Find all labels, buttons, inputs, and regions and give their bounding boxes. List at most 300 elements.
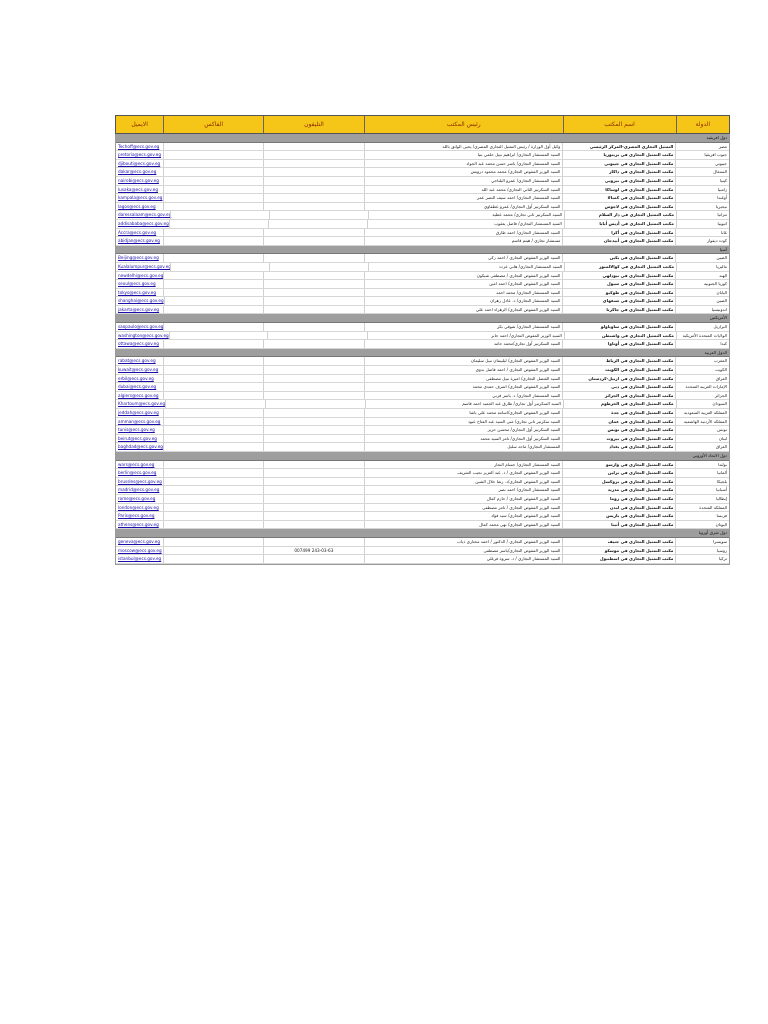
header-office-name: اسم المكتب xyxy=(563,116,676,133)
country-cell: بلجيكا xyxy=(675,478,729,486)
region-header: الأمريكتين xyxy=(116,314,729,323)
office-head-cell: السيد الوزير المفوض التجاري / الدكتور / احمد مختاري ذياب xyxy=(364,538,563,546)
table-row xyxy=(116,383,729,392)
fax-cell xyxy=(163,409,263,417)
office-head-cell: السيد الوزير المفوض التجاري/د. رشا جلال الشين xyxy=(364,478,563,486)
country-cell: روسيا xyxy=(675,547,729,555)
office-head-cell: السيد المستشار التجاري/ حسام النجار xyxy=(364,461,563,469)
table-row xyxy=(116,143,729,152)
office-name-cell: مكتب التمثيل التجاري في بروكسل xyxy=(562,478,675,486)
email-link[interactable]: baghdad@ecs.gov.eg xyxy=(118,444,163,450)
email-link[interactable]: ottawa@ecs.gov.eg xyxy=(118,341,159,347)
office-name-cell: مكتب التمثيل التجاري في بريتوريا xyxy=(562,151,675,159)
table-row xyxy=(116,478,729,487)
fax-cell xyxy=(163,486,263,494)
office-name-cell: مكتب التمثيل التجاري في جيبوتي xyxy=(562,160,675,168)
office-head-cell: السيد الوزير المفوض التجاري/ الزهراء احمد علي xyxy=(364,306,563,314)
telephone-cell xyxy=(263,392,364,400)
country-cell: العراق xyxy=(675,375,729,383)
table-row xyxy=(116,400,729,409)
table-row xyxy=(116,297,729,306)
table-row xyxy=(116,392,729,401)
table-row xyxy=(116,237,729,246)
office-name-cell: مكتب التمثيل التجاري في لاجوس xyxy=(562,203,675,211)
table-row xyxy=(116,443,729,452)
office-head-cell: السيد المستشار التجاري/ عمرو البلتاجي xyxy=(364,177,563,185)
email-link[interactable]: Kualalumpur@ecs.gov.eg xyxy=(118,263,171,269)
country-cell: الكويت xyxy=(675,366,729,374)
email-link[interactable]: tokyo@ecs.gov.eg xyxy=(118,289,157,295)
country-cell: أسبانيا xyxy=(675,486,729,494)
fax-cell xyxy=(163,229,263,237)
table-row xyxy=(116,357,729,366)
office-name-cell: مكتب التمثيل التجاري في موسكو xyxy=(562,547,675,555)
email-link[interactable]: Beijing@ecs.gov.eg xyxy=(118,255,159,261)
email-link[interactable]: lusaka@ecs.gov.eg xyxy=(118,186,158,192)
telephone-cell xyxy=(265,400,365,408)
email-link[interactable]: amman@ecs.gov.eg xyxy=(118,418,161,424)
fax-cell xyxy=(163,443,263,451)
table-row xyxy=(116,495,729,504)
email-link[interactable]: berlin@ecs.gov.eg xyxy=(118,470,157,476)
email-link[interactable]: kuwait@ecs.gov.eg xyxy=(118,367,159,373)
office-name-cell: مكتب التمثيل التجاري في طوكيو xyxy=(562,289,675,297)
email-link[interactable]: kampala@ecs.gov.eg xyxy=(118,195,163,201)
email-link[interactable]: Accra@ecs.gov.eg xyxy=(118,229,157,235)
email-link[interactable]: Khartoum@ecs.gov.eg xyxy=(118,401,166,407)
office-head-cell: السيد المستشار التجاري/ هاني عزت xyxy=(368,263,564,271)
email-link[interactable]: geneva@ecs.gov.eg xyxy=(118,538,161,544)
table-header xyxy=(115,115,730,134)
email-link[interactable]: daressalaam@ecs.gov.eg xyxy=(118,212,172,218)
fax-cell xyxy=(163,254,263,262)
email-link[interactable]: pretoria@ecs.gov.eg xyxy=(118,152,162,158)
fax-cell xyxy=(163,538,263,546)
office-head-cell: السيد السكرتير أول التجاري/ عمرو عطفاوي xyxy=(364,203,563,211)
telephone-cell xyxy=(263,289,364,297)
office-head-cell: مستشار تجاري / هيثم قاسم xyxy=(364,237,563,245)
fax-cell xyxy=(170,211,269,219)
email-link[interactable]: Techoff@ecs.gov.eg xyxy=(118,143,160,149)
office-name-cell: مكتب التمثيل التجاري في نيروبي xyxy=(562,177,675,185)
email-link[interactable]: london@ecs.gov.eg xyxy=(118,504,159,510)
fax-cell xyxy=(163,418,263,426)
office-name-cell: مكتب التمثيل التجاري في الخرطوم xyxy=(563,400,676,408)
country-cell: الصين xyxy=(675,297,729,305)
email-link[interactable]: jakarta@ecs.gov.eg xyxy=(118,306,160,312)
telephone-cell xyxy=(263,306,364,314)
office-head-cell: السيد الوزير المفوض التجاري / د. عبد العزيز نجيب الشريف xyxy=(364,469,563,477)
country-cell: نيجيريا xyxy=(675,203,729,211)
table-row xyxy=(116,521,729,530)
email-link[interactable]: djibouti@ecs.gov.eg xyxy=(118,160,161,166)
fax-cell xyxy=(163,521,263,529)
office-name-cell: مكتب التمثيل التجاري في بغداد xyxy=(562,443,675,451)
office-head-cell: السيد الوزير المفوض التجاري/ اشرف حمدي محمد xyxy=(364,383,563,391)
country-cell: تركيا xyxy=(675,555,729,563)
office-name-cell: مكتب التمثيل التجاري في برلين xyxy=(562,469,675,477)
header-fax: الفاكس xyxy=(163,116,263,133)
telephone-cell xyxy=(263,478,364,486)
country-cell: مصر xyxy=(675,143,729,151)
office-head-cell: السيد السكرتير أول التجاري/ تامر السيد محمد xyxy=(364,435,563,443)
telephone-cell xyxy=(263,357,364,365)
fax-cell xyxy=(169,332,268,340)
office-name-cell: مكتب التمثيل التجاري في اربيل-كردستان xyxy=(562,375,675,383)
country-cell: السودان xyxy=(676,400,730,408)
office-name-cell: مكتب التمثيل التجاري في جدة xyxy=(562,409,675,417)
country-cell: جيبوتي xyxy=(675,160,729,168)
email-link[interactable]: dubai@ecs.gov.eg xyxy=(118,384,157,390)
fax-cell xyxy=(163,194,263,202)
telephone-cell xyxy=(268,220,368,228)
country-cell: الهند xyxy=(675,272,729,280)
office-name-cell: مكتب التمثيل التجاري في بكين xyxy=(562,254,675,262)
office-head-cell: السيد الوزير المفوض التجاري / مصطفى شيكون xyxy=(364,272,563,280)
table-row xyxy=(116,547,729,556)
country-cell: سويسرا xyxy=(675,538,729,546)
table-row xyxy=(116,469,729,478)
fax-cell xyxy=(163,143,263,151)
fax-cell xyxy=(163,469,263,477)
office-name-cell: مكتب التمثيل التجاري في كوالالمبور xyxy=(564,263,676,271)
telephone-cell xyxy=(263,203,364,211)
table-row xyxy=(116,555,729,564)
telephone-cell xyxy=(263,143,364,151)
region-header: دول شرق أوروبا xyxy=(116,529,729,538)
country-cell: تنزانيا xyxy=(676,211,729,219)
country-cell: الصين xyxy=(675,254,729,262)
region-header: آسيا xyxy=(116,246,729,255)
table-row xyxy=(116,306,729,315)
email-link[interactable]: Paris@ecs.gov.eg xyxy=(118,513,155,519)
telephone-cell xyxy=(263,323,364,331)
table-row xyxy=(116,426,729,435)
telephone-cell xyxy=(263,280,364,288)
country-cell: بولندا xyxy=(675,461,729,469)
country-cell: المملكة العربية السعودية xyxy=(675,409,729,417)
fax-cell xyxy=(163,306,263,314)
telephone-cell xyxy=(263,555,364,563)
fax-cell xyxy=(163,168,263,176)
table-row xyxy=(116,220,729,229)
table-row xyxy=(116,186,729,195)
telephone-cell xyxy=(263,469,364,477)
country-cell: كوت ديفوار xyxy=(675,237,729,245)
email-link[interactable]: saopaulo@ecs.gov.eg xyxy=(118,324,164,330)
table-row xyxy=(116,272,729,281)
telephone-cell xyxy=(263,486,364,494)
table-row xyxy=(116,289,729,298)
office-head-cell: السيد المستشار التجاري/ احمد طارق xyxy=(364,229,563,237)
country-cell: زامبيا xyxy=(675,186,729,194)
office-head-cell: السيد الوزير المفوض التجاري/اسامة محمد علي ياشا xyxy=(364,409,563,417)
office-head-cell: السيد الوزير المفوض التجاري/ لبلبيمان نبيل سليمان xyxy=(364,357,563,365)
email-link[interactable]: moscow@ecs.gov.eg xyxy=(118,547,162,553)
fax-cell xyxy=(163,323,263,331)
table-row xyxy=(116,332,729,341)
country-cell: الولايات المتحدة الأمريكية xyxy=(676,332,729,340)
email-link[interactable]: rabat@ecs.gov.eg xyxy=(118,358,156,364)
office-name-cell: مكتب التمثيل التجاري في ساوباولو xyxy=(562,323,675,331)
region-header: دول افريقية xyxy=(116,134,729,143)
office-name-cell: مكتب التمثيل التجاري في الرباط xyxy=(562,357,675,365)
office-name-cell: مكتب التمثيل التجاري في جنيف xyxy=(562,538,675,546)
office-name-cell: مكتب التمثيل التجاري في لوساكا xyxy=(562,186,675,194)
country-cell: ماليزيا xyxy=(676,263,729,271)
email-link[interactable]: wars@ecs.gov.eg xyxy=(118,461,155,467)
telephone-cell xyxy=(263,151,364,159)
office-head-cell: المستشار التجاري/ ماجد سليل xyxy=(364,443,563,451)
office-head-cell: السيد الوزير المفوض التجاري/ نهى محمد كمال xyxy=(364,521,563,529)
fax-cell xyxy=(163,555,263,563)
telephone-cell xyxy=(263,409,364,417)
telephone-cell xyxy=(263,383,364,391)
office-name-cell: مكتب التمثيل التجاري في أبيدجان xyxy=(562,237,675,245)
fax-cell xyxy=(163,504,263,512)
email-link[interactable]: algiers@ecs.gov.eg xyxy=(118,392,159,398)
table-row xyxy=(116,486,729,495)
country-cell: فرنسا xyxy=(675,512,729,520)
office-head-cell: السيد القنصل التجاري/ اميرة نبيل مصطفى xyxy=(364,375,563,383)
country-cell: العراق xyxy=(675,443,729,451)
table-row xyxy=(116,177,729,186)
office-name-cell: مكتب التمثيل التجاري في وارسو xyxy=(562,461,675,469)
office-name-cell: مكتب التمثيل التجاري في عمان xyxy=(562,418,675,426)
country-cell: جنوب افريقيا xyxy=(675,151,729,159)
telephone-cell xyxy=(263,418,364,426)
office-head-cell: السيد المستشار التجاري/ فاضل يعقوب xyxy=(367,220,564,228)
office-head-cell: السيد سكرتير ثاني تجاري/ منى السيد عبد الفتاح عبود xyxy=(364,418,563,426)
fax-cell xyxy=(170,263,269,271)
office-head-cell: السيد السكرتير أول التجاري/ محسن حريز xyxy=(364,426,563,434)
header-email: الايميل xyxy=(131,121,148,128)
office-head-cell: السيد السكرتير ثاني تجاري/ محمد عطية xyxy=(368,211,564,219)
fax-cell xyxy=(163,478,263,486)
fax-cell xyxy=(163,426,263,434)
telephone-cell xyxy=(263,237,364,245)
table-row xyxy=(116,280,729,289)
table-row xyxy=(116,229,729,238)
telephone-cell xyxy=(263,194,364,202)
telephone-cell xyxy=(263,272,364,280)
telephone-cell xyxy=(269,263,368,271)
office-head-cell: السيد الوزير المفوض التجاري / احمد زكي xyxy=(364,254,563,262)
office-name-cell: مكتب التمثيل التجاري في نيودلهي xyxy=(562,272,675,280)
fax-cell xyxy=(163,495,263,503)
fax-cell xyxy=(163,512,263,520)
telephone-cell xyxy=(263,160,364,168)
country-cell: السنغال xyxy=(675,168,729,176)
office-head-cell: السيد السكرتير الثاني التجاري/ محمد عبد الله xyxy=(364,186,563,194)
country-cell: إيطاليا xyxy=(675,495,729,503)
office-name-cell: مكتب التمثيل التجاري في لندن xyxy=(562,504,675,512)
table-row xyxy=(116,254,729,263)
table-row xyxy=(116,366,729,375)
telephone-cell xyxy=(263,461,364,469)
header-country: الدولة xyxy=(676,116,729,133)
fax-cell xyxy=(163,435,263,443)
email-link[interactable]: madrid@ecs.gov.eg xyxy=(118,487,160,493)
country-cell: البرازيل xyxy=(675,323,729,331)
office-name-cell: مكتب التمثيل التجاري في شنغهاي xyxy=(562,297,675,305)
email-link[interactable]: dakar@ecs.gov.eg xyxy=(118,169,157,175)
email-link[interactable]: abidjan@ecs.gov.eg xyxy=(118,238,160,244)
fax-cell xyxy=(163,272,263,280)
telephone-cell xyxy=(263,443,364,451)
office-name-cell: مكتب التمثيل التجاري في جاكرتا xyxy=(562,306,675,314)
telephone-cell xyxy=(263,297,364,305)
fax-cell xyxy=(163,547,263,555)
office-head-cell: السيد المستشار التجاري/ ياسر حسن محمد عبد الجواد xyxy=(364,160,563,168)
fax-cell xyxy=(163,177,263,185)
office-head-cell: السيد المستشار التجاري/ د. ياسر قرني xyxy=(364,392,563,400)
fax-cell xyxy=(163,357,263,365)
email-link[interactable]: newdelhi@ecs.gov.eg xyxy=(118,272,164,278)
office-name-cell: مكتب التمثيل التجاري في اسطنبول xyxy=(562,555,675,563)
telephone-cell xyxy=(263,229,364,237)
office-head-cell: السيد المستشار التجاري/ محمد احمد xyxy=(364,289,563,297)
table-row xyxy=(116,340,729,349)
office-name-cell: التمثيل التجاري المصري-المركز الرئيسي xyxy=(562,143,675,151)
email-link[interactable]: washington@ecs.gov.eg xyxy=(118,332,169,338)
fax-cell xyxy=(165,400,264,408)
email-link[interactable]: jeddah@ecs.gov.eg xyxy=(118,410,159,415)
office-name-cell: مكتب التمثيل التجاري في بيروت xyxy=(562,435,675,443)
office-head-cell: السيد المستشار التجاري/ احمد نصر xyxy=(364,486,563,494)
country-cell: أوغندا xyxy=(675,194,729,202)
telephone-cell xyxy=(263,426,364,434)
email-link[interactable]: erbil@ecs.gov.eg xyxy=(118,375,154,381)
email-link[interactable]: rome@ecs.gov.eg xyxy=(118,495,156,501)
office-name-cell: مكتب التمثيل التجاري في روما xyxy=(562,495,675,503)
fax-cell xyxy=(163,160,263,168)
office-name-cell: مكتب التمثيل التجاري في الكويت xyxy=(562,366,675,374)
table-row xyxy=(116,194,729,203)
email-link[interactable]: istanbul@ecs.gov.eg xyxy=(118,556,162,562)
office-name-cell: مكتب التمثيل التجاري في أثينا xyxy=(562,521,675,529)
country-cell: الجزائر xyxy=(675,392,729,400)
office-head-cell: السيد المستشار التجاري/ د. عادل زهران xyxy=(364,297,563,305)
telephone-cell xyxy=(263,168,364,176)
office-head-cell: السيد الوزير المفوض التجاري / حازم كمال xyxy=(364,495,563,503)
telephone-cell xyxy=(263,521,364,529)
telephone-cell xyxy=(263,340,364,348)
telephone-cell xyxy=(263,254,364,262)
email-link[interactable]: lagos@ecs.gov.eg xyxy=(118,203,156,209)
country-cell: المغرب xyxy=(675,357,729,365)
country-cell: الإمارات العربية المتحدة xyxy=(675,383,729,391)
office-head-cell: وكيل أول الوزارة / رئيس التمثيل التجاري المصري/ يحيى الواثق بالله xyxy=(364,143,563,151)
fax-cell xyxy=(163,280,263,288)
email-link[interactable]: athens@ecs.gov.eg xyxy=(118,521,159,527)
fax-cell xyxy=(163,237,263,245)
country-cell: المملكة الأردنية الهاشمية xyxy=(675,418,729,426)
telephone-cell xyxy=(267,332,367,340)
email-link[interactable]: tunis@ecs.gov.eg xyxy=(118,427,155,433)
telephone-cell xyxy=(263,435,364,443)
country-cell: ألمانيا xyxy=(675,469,729,477)
office-name-cell: مكتب التمثيل التجاري في داكار xyxy=(562,168,675,176)
office-name-cell: مكتب التمثيل التجاري في أكرا xyxy=(562,229,675,237)
email-link[interactable]: beirut@ecs.gov.eg xyxy=(118,435,157,441)
office-head-cell: السيد الوزير المفوض التجاري / احمد فاضل بدوي xyxy=(364,366,563,374)
fax-cell xyxy=(163,289,263,297)
email-link[interactable]: addisababa@ecs.gov.eg xyxy=(118,220,169,226)
table-row xyxy=(116,375,729,384)
office-head-cell: السيد السكرتير أول تجاري/ طارق عبد الحميد احمد قاسم xyxy=(365,400,563,408)
office-name-cell: مكتب التمثيل التجاري في مدريد xyxy=(562,486,675,494)
fax-cell xyxy=(163,151,263,159)
table-row xyxy=(116,168,729,177)
country-cell: اليابان xyxy=(675,289,729,297)
office-name-cell: مكتب التمثيل التجاري في تونس xyxy=(562,426,675,434)
office-head-cell: السيد الوزير المفوض التجاري/ احمد جابر xyxy=(367,332,564,340)
region-header: الدول العربية xyxy=(116,349,729,358)
office-head-cell: السيد المستشار التجاري/ ابراهيم نبيل حلمي بنيا xyxy=(364,151,563,159)
table-row xyxy=(116,512,729,521)
country-cell: اليونان xyxy=(675,521,729,529)
country-cell: كينيا xyxy=(675,177,729,185)
country-cell: غانا xyxy=(675,229,729,237)
telephone-cell xyxy=(263,366,364,374)
telephone-cell xyxy=(269,211,368,219)
office-name-cell: مكتب التمثيل التجاري في أوتاوا xyxy=(562,340,675,348)
office-name-cell: مكتب التمثيل التجاري في واشنطن xyxy=(564,332,676,340)
fax-cell xyxy=(169,220,268,228)
fax-cell xyxy=(163,186,263,194)
table-row xyxy=(116,418,729,427)
table-row xyxy=(116,461,729,470)
table-row xyxy=(116,538,729,547)
table-row xyxy=(116,203,729,212)
fax-cell xyxy=(163,392,263,400)
table-body xyxy=(115,134,730,565)
country-cell: لبنان xyxy=(675,435,729,443)
telephone-cell xyxy=(263,512,364,520)
email-link[interactable]: shanghai@ecs.gov.eg xyxy=(118,298,164,304)
country-cell: كوريا الجنوبية xyxy=(675,280,729,288)
table-row xyxy=(116,151,729,160)
telephone-cell xyxy=(263,375,364,383)
fax-cell xyxy=(163,461,263,469)
fax-cell xyxy=(163,340,263,348)
country-cell: كندا xyxy=(675,340,729,348)
country-cell: تونس xyxy=(675,426,729,434)
table-row xyxy=(116,409,729,418)
office-head-cell: السيد الوزير المفوض التجاري/ محمد محمود درويش xyxy=(364,168,563,176)
office-name-cell: مكتب التمثيل التجاري في دار السلام xyxy=(564,211,676,219)
country-cell: اندونيسيا xyxy=(675,306,729,314)
email-link[interactable]: nairobi@ecs.gov.eg xyxy=(118,177,159,183)
office-name-cell: مكتب التمثيل التجاري في الجزائر xyxy=(562,392,675,400)
fax-cell xyxy=(164,297,264,305)
office-name-cell: مكتب التمثيل التجاري في سيول xyxy=(562,280,675,288)
country-cell: المملكة المتحدة xyxy=(675,504,729,512)
email-link[interactable]: brussles@ecs.gov.eg xyxy=(118,478,162,484)
offices-table xyxy=(115,115,730,565)
office-head-cell: السيد المستشار التجاري/ شوقي بكر xyxy=(364,323,563,331)
office-head-cell: السيد الوزير المفوض التجاري/ احمد امين xyxy=(364,280,563,288)
table-row xyxy=(116,504,729,513)
table-row xyxy=(116,160,729,169)
region-header: دول الاتحاد الأوروبي xyxy=(116,452,729,461)
telephone-cell xyxy=(263,186,364,194)
table-row xyxy=(116,211,729,220)
email-link[interactable]: seoul@ecs.gov.eg xyxy=(118,281,156,287)
office-name-cell: مكتب التمثيل التجاري في باريس xyxy=(562,512,675,520)
telephone-cell xyxy=(263,177,364,185)
